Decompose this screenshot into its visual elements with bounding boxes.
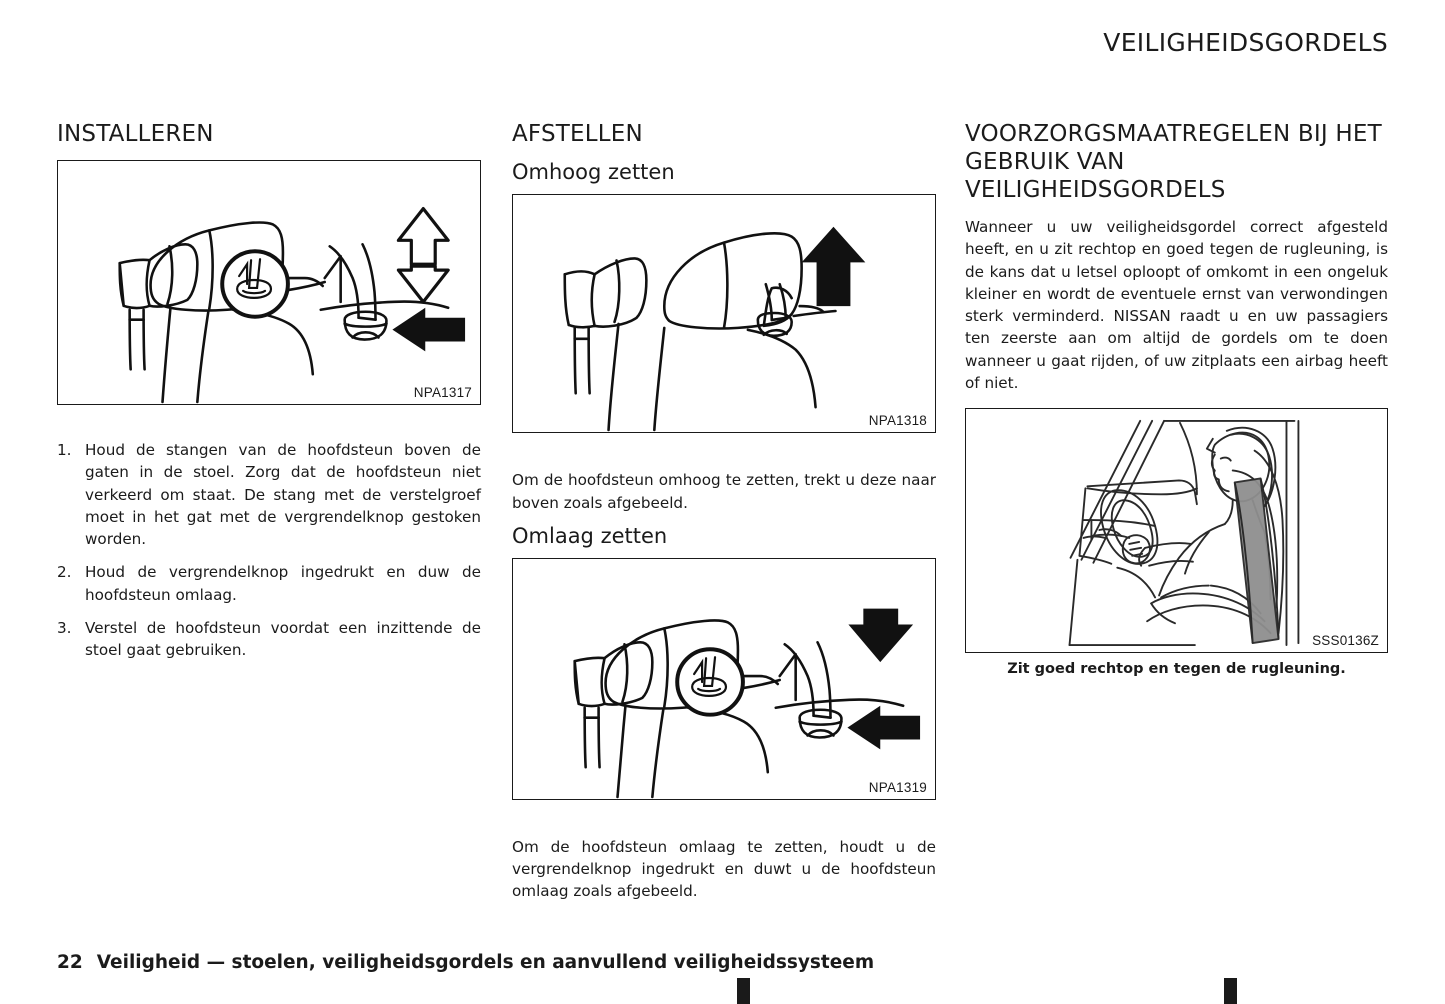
list-item [57,561,481,606]
step-text: Verstel de hoofdsteun voordat een inzittende de stoel gaat gebruiken. [85,618,481,660]
list-item [57,617,481,662]
figure-npa1319 [512,558,936,800]
figure-npa1317 [57,160,481,405]
paragraph-omhoog-zetten: Om de hoofdsteun omhoog te zetten, trekt u deze naar boven zoals afgebeeld. [512,471,936,512]
figure-id-sss0136z: SSS0136Z [1312,633,1379,649]
paragraph-voorzorgsmaatregelen: Wanneer u uw veiligheidsgordel correct afgesteld heeft, en u zit rechtop en goed tegen de rugleuning, is de kans dat u letsel oploopt of omkomt in een ongeluk kleiner en wordt de eventuele ernst van verwondingen sterk verminderd. NISSAN raadt u en uw passagiers ten zeerste aan om altijd de gordels om te doen wanneer u gaat rijden, of uw zitplaats een airbag heeft of niet. [965,218,1388,392]
page-title-voorzorgsmaatregelen: VOORZORGSMAATREGELEN BIJ HET GEBRUIK VAN VEILIGHEIDSGORDELS [965,121,1382,204]
step-number: 1. [57,441,72,460]
figure-id-npa1319: NPA1319 [868,779,927,795]
column-installeren [57,120,481,672]
column-voorzorgsmaatregelen [965,120,1388,677]
step-number: 3. [57,618,72,637]
page-title-installeren: INSTALLEREN [57,121,214,147]
installation-steps-list [57,439,481,661]
step-text: Houd de vergrendelknop ingedrukt en duw de hoofdsteun omlaag. [85,563,481,604]
paragraph-omlaag-zetten: Om de hoofdsteun omlaag te zetten, houdt u de vergrendelknop ingedrukt en duwt u de hoofdsteun omlaag zoals afgebeeld. [512,837,936,901]
figure-sss0136z [965,408,1388,653]
footer-text: Veiligheid — stoelen, veiligheidsgordels en aanvullend veiligheidssysteem [96,952,875,973]
footer [57,952,874,973]
subheading-omhoog-zetten: Omhoog zetten [512,160,675,185]
figure-npa1318 [512,194,936,433]
running-head: VEILIGHEIDSGORDELS [1103,28,1388,57]
figure-id-npa1317: NPA1317 [413,385,472,401]
page-title-afstellen: AFSTELLEN [512,121,643,147]
figure-caption-sss0136z: Zit goed rechtop en tegen de rugleuning. [1007,661,1346,678]
crop-mark-center [737,978,750,1004]
subheading-omlaag-zetten: Omlaag zetten [512,523,668,548]
crop-mark-right [1224,978,1237,1004]
page-number: 22 [57,952,83,973]
step-text: Houd de stangen van de hoofdsteun boven de gaten in de stoel. Zorg dat de hoofdsteun niet verkeerd om staat. De stang met de verstelgroef moet in het gat met de vergrendelknop gestoken worden. [85,441,481,549]
column-afstellen [512,120,936,903]
step-number: 2. [57,563,72,582]
list-item [57,439,481,550]
figure-id-npa1318: NPA1318 [868,413,927,429]
